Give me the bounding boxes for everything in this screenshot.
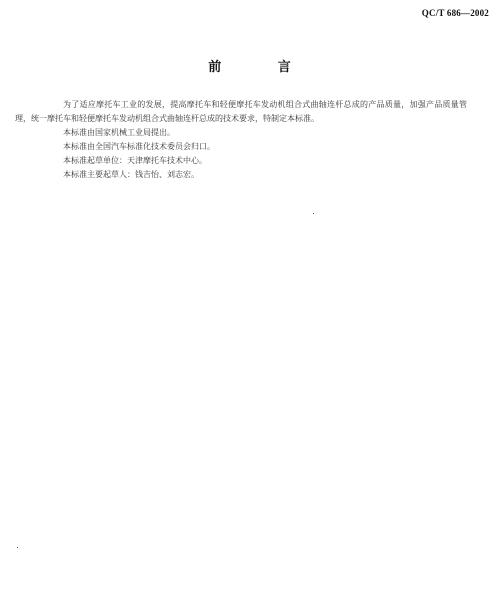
paragraph-purpose: 为了适应摩托车工业的发展，提高摩托车和轻便摩托车发动机组合式曲轴连杆总成的产品质量，加强产品质量管理，统一摩托车和轻便摩托车发动机组合式曲轴连杆总成的技术要求，特制定本标准。 xyxy=(15,100,467,123)
paragraph-drafters: 本标准主要起草人：钱吉怡、刘志宏。 xyxy=(63,170,199,179)
paragraph-administrator: 本标准由全国汽车标准化技术委员会归口。 xyxy=(63,142,215,151)
standard-code: QC/T 686—2002 xyxy=(421,8,489,18)
scan-speck xyxy=(17,547,18,548)
foreword-body xyxy=(15,98,467,182)
scan-speck xyxy=(313,213,314,214)
paragraph-drafting-unit: 本标准起草单位：天津摩托车技术中心。 xyxy=(63,156,207,165)
paragraph-proposer: 本标准由国家机械工业局提出。 xyxy=(63,128,175,137)
page-title: 前 言 xyxy=(208,60,317,75)
